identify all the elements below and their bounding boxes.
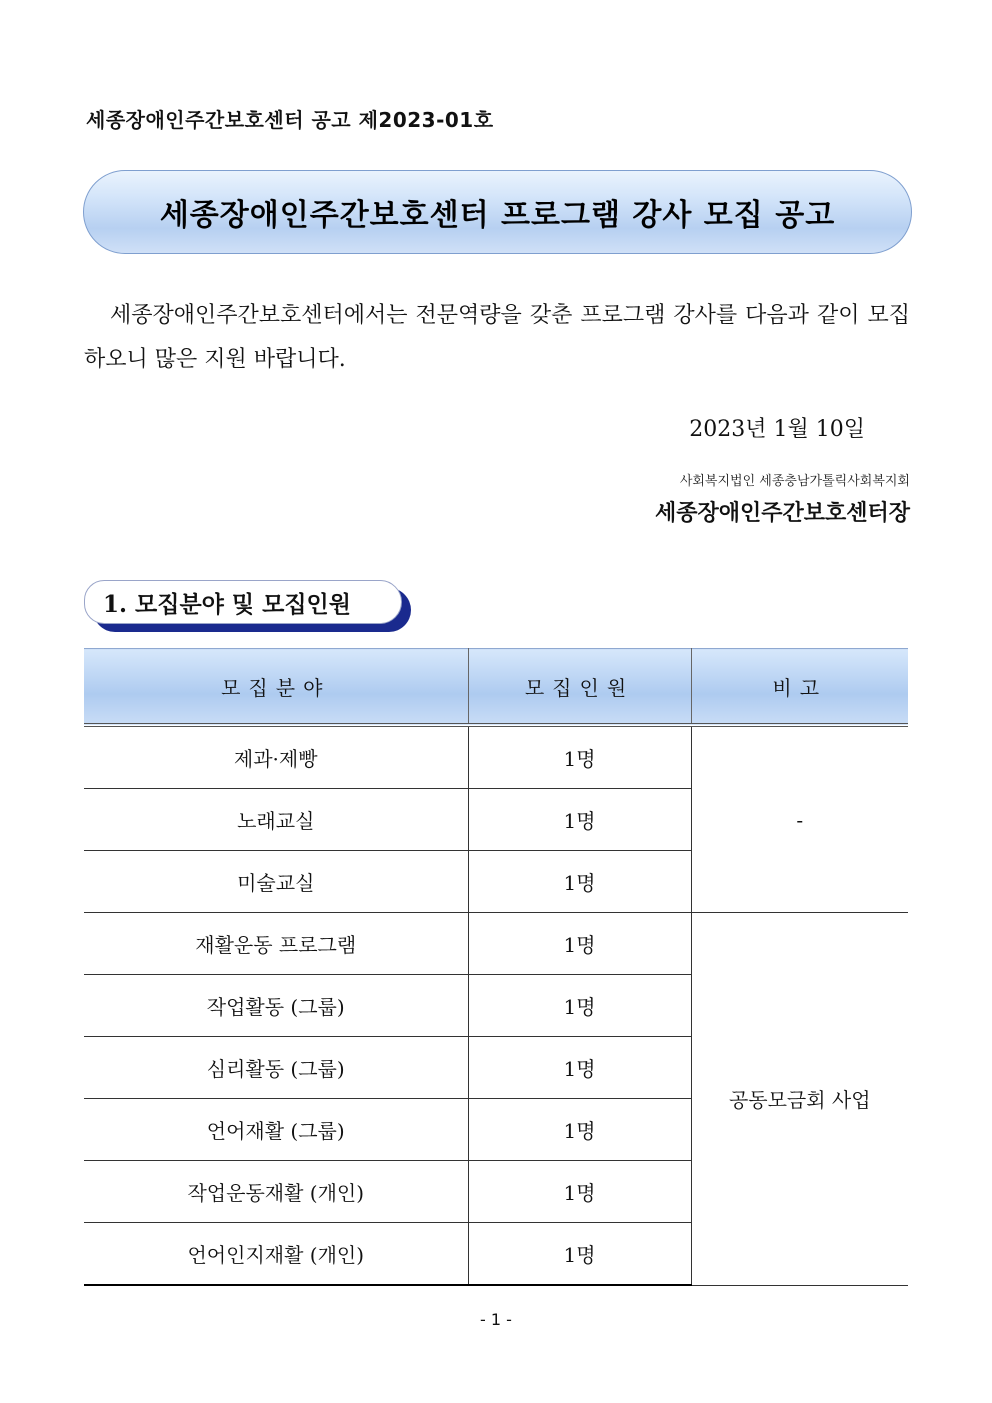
column-header-remarks: 비고 — [691, 649, 908, 726]
field-cell: 언어인지재활 (개인) — [84, 1223, 468, 1286]
document-title: 세종장애인주간보호센터 프로그램 강사 모집 공고 — [159, 198, 836, 233]
notice-number: 세종장애인주간보호센터 공고 제2023-01호 — [86, 108, 494, 132]
section-heading — [84, 580, 402, 624]
column-header-count: 모집인원 — [468, 649, 691, 726]
intro-paragraph: 세종장애인주간보호센터에서는 전문역량을 갖춘 프로그램 강사를 다음과 같이 모집하오니 많은 지원 바랍니다. — [84, 303, 910, 372]
column-header-field: 모집분야 — [84, 649, 468, 726]
count-cell: 1명 — [468, 1161, 691, 1223]
remarks-cell: 공동모금회 사업 — [691, 913, 908, 1286]
remarks-cell: - — [691, 725, 908, 913]
field-cell: 심리활동 (그룹) — [84, 1037, 468, 1099]
count-cell: 1명 — [468, 913, 691, 975]
page-number: - 1 - — [480, 1310, 512, 1329]
field-cell: 작업활동 (그룹) — [84, 975, 468, 1037]
field-cell: 제과·제빵 — [84, 725, 468, 789]
field-cell: 언어재활 (그룹) — [84, 1099, 468, 1161]
count-cell: 1명 — [468, 725, 691, 789]
title-banner — [83, 170, 912, 254]
corporation-name: 사회복지법인 세종충남가톨릭사회복지회 — [679, 474, 910, 489]
field-cell: 재활운동 프로그램 — [84, 913, 468, 975]
section-heading-text: 1. 모집분야 및 모집인원 — [103, 590, 351, 618]
count-cell: 1명 — [468, 1223, 691, 1286]
count-cell: 1명 — [468, 789, 691, 851]
organization-signature: 세종장애인주간보호센터장 — [654, 501, 910, 526]
count-cell: 1명 — [468, 851, 691, 913]
notice-date: 2023년 1월 10일 — [689, 417, 865, 442]
count-cell: 1명 — [468, 975, 691, 1037]
count-cell: 1명 — [468, 1099, 691, 1161]
table-header-row — [84, 649, 908, 726]
table-row — [84, 725, 908, 789]
recruitment-table — [84, 648, 908, 1286]
field-cell: 미술교실 — [84, 851, 468, 913]
table-row — [84, 913, 908, 975]
count-cell: 1명 — [468, 1037, 691, 1099]
field-cell: 노래교실 — [84, 789, 468, 851]
field-cell: 작업운동재활 (개인) — [84, 1161, 468, 1223]
